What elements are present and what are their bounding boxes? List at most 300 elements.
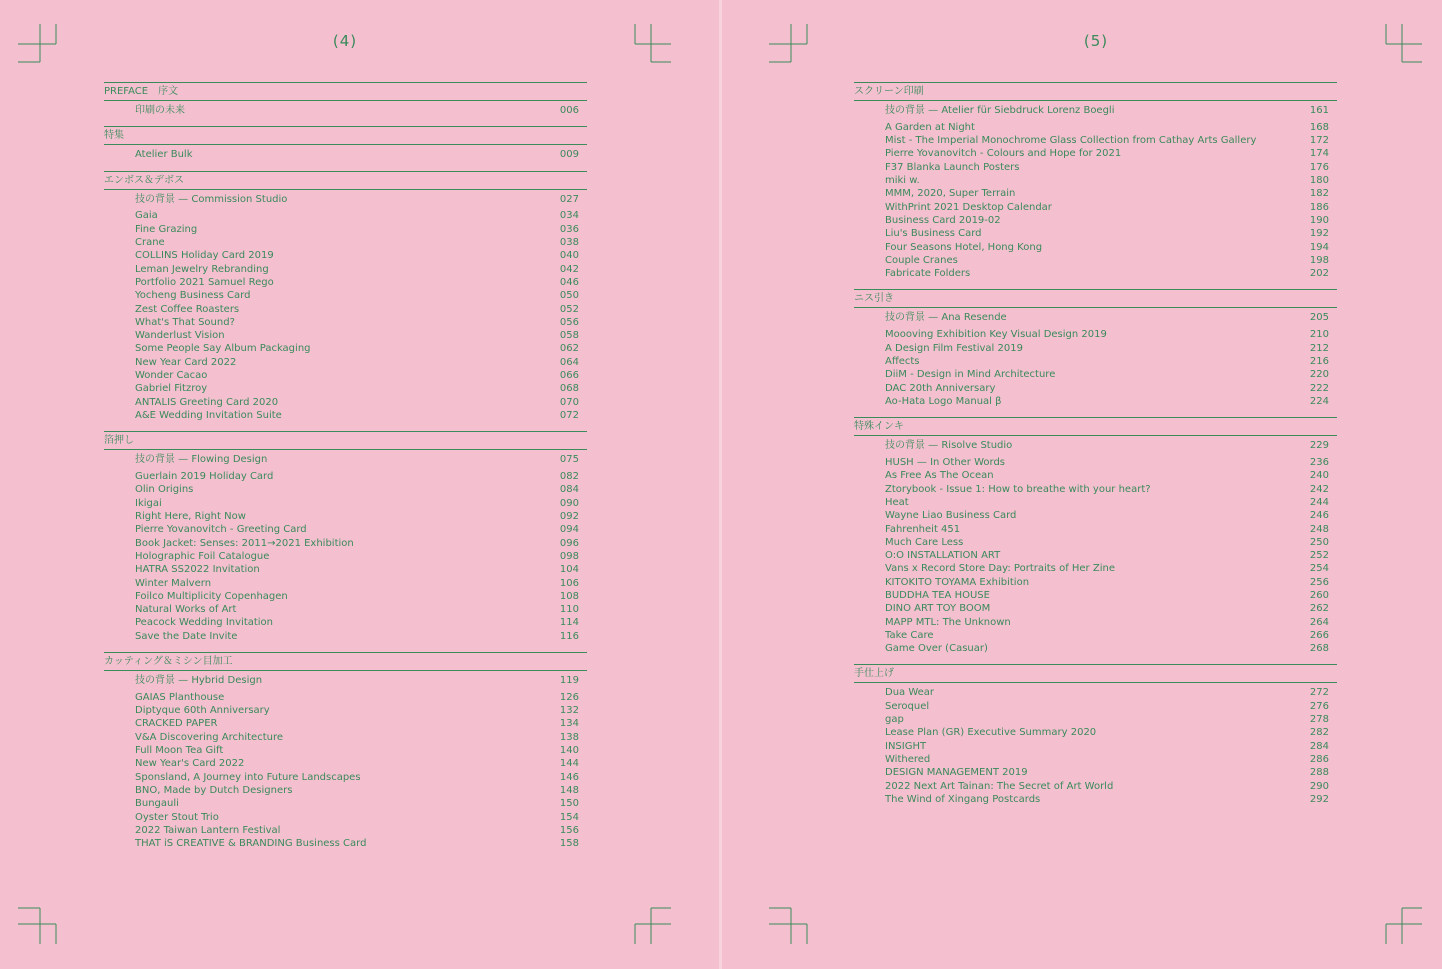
toc-section: [854, 417, 1337, 664]
page-number: (4): [332, 32, 358, 50]
entry-title: gap: [885, 714, 904, 726]
toc-entry[interactable]: [104, 396, 587, 409]
entry-title: Ztorybook - Issue 1: How to breathe with your heart?: [885, 483, 1151, 495]
entry-page-number: 240: [1309, 470, 1329, 482]
entry-page-number: 264: [1309, 616, 1329, 628]
entry-page-number: 094: [559, 524, 579, 536]
entry-page-number: 180: [1309, 175, 1329, 187]
entry-page-number: 212: [1309, 342, 1329, 354]
entry-title: Lease Plan (GR) Executive Summary 2020: [885, 727, 1097, 739]
entry-title: GAIAS Planthouse: [135, 691, 225, 703]
toc-entry[interactable]: [104, 329, 587, 342]
toc-entry[interactable]: [854, 740, 1337, 753]
entry-title: Natural Works of Art: [135, 604, 237, 616]
entry-page-number: 062: [559, 343, 579, 355]
crop-mark-icon: [1384, 24, 1440, 80]
entry-title: Business Card 2019-02: [885, 214, 1001, 226]
toc-entry[interactable]: [104, 316, 587, 329]
toc-entry[interactable]: [104, 797, 587, 810]
toc-entry[interactable]: [104, 630, 587, 643]
entry-title: Moooving Exhibition Key Visual Design 2019: [885, 329, 1107, 341]
entry-title: Sponsland, A Journey into Future Landscapes: [135, 771, 361, 783]
toc-entry[interactable]: [854, 629, 1337, 642]
toc-entry[interactable]: [854, 549, 1337, 562]
entry-page-number: 242: [1309, 483, 1329, 495]
toc-entry[interactable]: [854, 496, 1337, 509]
entry-title: Yocheng Business Card: [135, 290, 251, 302]
entry-page-number: 146: [559, 771, 579, 783]
section-entries: [104, 101, 587, 126]
entry-page-number: 036: [559, 223, 579, 235]
entry-title: Gabriel Fitzroy: [135, 383, 208, 395]
entry-page-number: 042: [559, 263, 579, 275]
entry-title: COLLINS Holiday Card 2019: [135, 250, 274, 262]
entry-page-number: 278: [1309, 714, 1329, 726]
toc-entry[interactable]: [854, 713, 1337, 726]
entry-title: Ikigai: [135, 497, 162, 509]
section-title: 手仕上げ: [854, 664, 1337, 683]
entry-title: miki w.: [885, 175, 920, 187]
entry-title: A Design Film Festival 2019: [885, 342, 1023, 354]
toc-entry[interactable]: [854, 187, 1337, 200]
toc-entry[interactable]: [104, 209, 587, 222]
entry-title: ANTALIS Greeting Card 2020: [135, 396, 279, 408]
toc-entry[interactable]: [104, 744, 587, 757]
entry-title: Wayne Liao Business Card: [885, 510, 1017, 522]
entry-page-number: 134: [559, 718, 579, 730]
entry-page-number: 194: [1309, 241, 1329, 253]
toc-entry[interactable]: [104, 824, 587, 837]
entry-page-number: 210: [1309, 329, 1329, 341]
entry-page-number: 006: [559, 105, 579, 116]
toc-entry[interactable]: [104, 249, 587, 262]
entry-page-number: 284: [1309, 740, 1329, 752]
entry-title: Much Care Less: [885, 536, 964, 548]
toc-section: [104, 652, 587, 859]
toc-entry[interactable]: [854, 523, 1337, 536]
toc-entry[interactable]: [854, 483, 1337, 496]
entry-page-number: 172: [1309, 135, 1329, 147]
entry-page-number: 229: [1309, 440, 1329, 452]
toc-entry[interactable]: [854, 254, 1337, 267]
entry-title: 技の背景 — Commission Studio: [135, 193, 288, 205]
toc-entry[interactable]: [104, 263, 587, 276]
entry-title: Zest Coffee Roasters: [135, 303, 240, 315]
toc-entry[interactable]: [104, 674, 587, 687]
entry-page-number: 126: [559, 691, 579, 703]
entry-page-number: 186: [1309, 201, 1329, 213]
entry-title: Wonder Cacao: [135, 370, 208, 382]
entry-page-number: 034: [559, 210, 579, 222]
entry-page-number: 114: [559, 617, 579, 629]
entry-title: The Wind of Xingang Postcards: [885, 793, 1041, 805]
entry-title: Take Care: [885, 629, 934, 641]
entry-page-number: 286: [1309, 753, 1329, 765]
entry-page-number: 068: [559, 383, 579, 395]
toc-entry[interactable]: [854, 121, 1337, 134]
entry-page-number: 198: [1309, 254, 1329, 266]
toc-entry[interactable]: [104, 342, 587, 355]
toc-section: [104, 82, 587, 126]
entry-page-number: 248: [1309, 523, 1329, 535]
toc-entry[interactable]: [854, 616, 1337, 629]
entry-title: INSIGHT: [885, 740, 927, 752]
entry-title: Gaia: [135, 210, 158, 222]
entry-page-number: 116: [559, 630, 579, 642]
entry-title: Couple Cranes: [885, 254, 958, 266]
entry-page-number: 220: [1309, 369, 1329, 381]
entry-page-number: 174: [1309, 148, 1329, 160]
toc-entry[interactable]: [854, 456, 1337, 469]
entry-page-number: 290: [1309, 780, 1329, 792]
entry-title: Four Seasons Hotel, Hong Kong: [885, 241, 1043, 253]
toc-entry[interactable]: [104, 563, 587, 576]
entry-page-number: 092: [559, 511, 579, 523]
entry-page-number: 050: [559, 290, 579, 302]
toc-entry[interactable]: [104, 193, 587, 206]
table-of-contents: [104, 82, 587, 859]
toc-entry[interactable]: [104, 603, 587, 616]
entry-title: Vans x Record Store Day: Portraits of Her Zine: [885, 563, 1115, 575]
toc-entry[interactable]: [104, 550, 587, 563]
entry-title: What's That Sound?: [135, 316, 235, 328]
entry-title: HUSH — In Other Words: [885, 457, 1006, 469]
crop-mark-icon: [769, 906, 825, 962]
entry-page-number: 250: [1309, 536, 1329, 548]
entry-title: Oyster Stout Trio: [135, 811, 219, 823]
section-title: PREFACE 序文: [104, 82, 587, 101]
entry-title: Wanderlust Vision: [135, 330, 225, 342]
toc-entry[interactable]: [104, 784, 587, 797]
entry-page-number: 138: [559, 731, 579, 743]
entry-title: CRACKED PAPER: [135, 718, 218, 730]
toc-entry[interactable]: [854, 536, 1337, 549]
toc-entry[interactable]: [854, 589, 1337, 602]
toc-entry[interactable]: [854, 328, 1337, 341]
entry-title: Save the Date Invite: [135, 630, 238, 642]
toc-entry[interactable]: [854, 311, 1337, 324]
entry-page-number: 110: [559, 604, 579, 616]
toc-entry[interactable]: [104, 289, 587, 302]
entry-title: Full Moon Tea Gift: [135, 745, 224, 757]
toc-section: [104, 126, 587, 170]
toc-entry[interactable]: [854, 439, 1337, 452]
entry-title: Foilco Multiplicity Copenhagen: [135, 590, 288, 602]
section-entries: [854, 308, 1337, 417]
entry-title: A&E Wedding Invitation Suite: [135, 409, 282, 421]
toc-entry[interactable]: [854, 562, 1337, 575]
entry-title: A Garden at Night: [885, 121, 975, 133]
entry-page-number: 098: [559, 550, 579, 562]
toc-entry[interactable]: [854, 147, 1337, 160]
entry-title: Withered: [885, 753, 931, 765]
toc-entry[interactable]: [854, 766, 1337, 779]
entry-page-number: 082: [559, 471, 579, 483]
toc-entry[interactable]: [104, 483, 587, 496]
crop-mark-icon: [633, 24, 689, 80]
entry-page-number: 244: [1309, 496, 1329, 508]
toc-entry[interactable]: [104, 148, 587, 161]
toc-entry[interactable]: [104, 590, 587, 603]
toc-entry[interactable]: [854, 134, 1337, 147]
entry-page-number: 154: [559, 811, 579, 823]
entry-title: DiiM - Design in Mind Architecture: [885, 369, 1056, 381]
entry-title: Bungauli: [135, 798, 179, 810]
toc-entry[interactable]: [104, 356, 587, 369]
entry-page-number: 009: [559, 149, 579, 161]
entry-page-number: 156: [559, 824, 579, 836]
toc-entry[interactable]: [854, 382, 1337, 395]
entry-page-number: 292: [1309, 793, 1329, 805]
entry-page-number: 058: [559, 330, 579, 342]
entry-page-number: 108: [559, 590, 579, 602]
entry-page-number: 224: [1309, 395, 1329, 407]
toc-entry[interactable]: [104, 691, 587, 704]
entry-title: Right Here, Right Now: [135, 511, 246, 523]
toc-entry[interactable]: [854, 395, 1337, 408]
entry-page-number: 268: [1309, 643, 1329, 655]
entry-page-number: 192: [1309, 228, 1329, 240]
toc-entry[interactable]: [104, 771, 587, 784]
toc-entry[interactable]: [854, 104, 1337, 117]
entry-title: Heat: [885, 496, 909, 508]
entry-title: Guerlain 2019 Holiday Card: [135, 471, 274, 483]
toc-entry[interactable]: [854, 780, 1337, 793]
toc-entry[interactable]: [854, 368, 1337, 381]
section-entries: [104, 145, 587, 170]
toc-entry[interactable]: [854, 576, 1337, 589]
entry-page-number: 254: [1309, 563, 1329, 575]
entry-title: DAC 20th Anniversary: [885, 382, 996, 394]
entry-title: 2022 Taiwan Lantern Festival: [135, 824, 281, 836]
entry-page-number: 119: [559, 674, 579, 686]
toc-entry[interactable]: [854, 267, 1337, 280]
toc-entry[interactable]: [104, 409, 587, 422]
entry-title: New Year Card 2022: [135, 356, 237, 368]
entry-page-number: 150: [559, 798, 579, 810]
entry-title: Affects: [885, 355, 920, 367]
crop-mark-icon: [1384, 906, 1440, 962]
entry-page-number: 266: [1309, 629, 1329, 641]
toc-entry[interactable]: [854, 201, 1337, 214]
entry-title: Peacock Wedding Invitation: [135, 617, 274, 629]
toc-entry[interactable]: [104, 276, 587, 289]
toc-entry[interactable]: [104, 731, 587, 744]
entry-title: Fabricate Folders: [885, 268, 971, 280]
page-number: (5): [1083, 32, 1109, 50]
entry-title: Liu's Business Card: [885, 228, 982, 240]
entry-page-number: 052: [559, 303, 579, 315]
toc-section: [854, 82, 1337, 289]
entry-title: Diptyque 60th Anniversary: [135, 705, 270, 717]
entry-title: DINO ART TOY BOOM: [885, 603, 991, 615]
entry-title: 技の背景 — Ana Resende: [885, 312, 1007, 324]
entry-title: HATRA SS2022 Invitation: [135, 564, 260, 576]
toc-entry[interactable]: [104, 497, 587, 510]
entry-page-number: 216: [1309, 355, 1329, 367]
toc-entry[interactable]: [104, 223, 587, 236]
entry-page-number: 106: [559, 577, 579, 589]
toc-entry[interactable]: [854, 642, 1337, 655]
toc-entry[interactable]: [854, 469, 1337, 482]
entry-page-number: 056: [559, 316, 579, 328]
toc-entry[interactable]: [854, 686, 1337, 699]
entry-title: Olin Origins: [135, 484, 194, 496]
section-entries: [104, 190, 587, 432]
entry-title: BUDDHA TEA HOUSE: [885, 589, 990, 601]
entry-title: Portfolio 2021 Samuel Rego: [135, 276, 274, 288]
entry-title: Fahrenheit 451: [885, 523, 961, 535]
entry-page-number: 288: [1309, 767, 1329, 779]
section-title: カッティング＆ミシン目加工: [104, 652, 587, 671]
toc-entry[interactable]: [104, 369, 587, 382]
toc-entry[interactable]: [104, 704, 587, 717]
entry-title: Book Jacket: Senses: 2011→2021 Exhibition: [135, 537, 354, 549]
entry-title: Pierre Yovanovitch - Colours and Hope for 2021: [885, 148, 1122, 160]
entry-title: O:O INSTALLATION ART: [885, 550, 1001, 562]
entry-page-number: 260: [1309, 589, 1329, 601]
toc-entry[interactable]: [104, 811, 587, 824]
toc-entry[interactable]: [854, 227, 1337, 240]
entry-title: V&A Discovering Architecture: [135, 731, 284, 743]
entry-page-number: 040: [559, 250, 579, 262]
entry-title: Fine Grazing: [135, 223, 198, 235]
crop-mark-icon: [18, 24, 74, 80]
toc-entry[interactable]: [104, 537, 587, 550]
toc-entry[interactable]: [104, 382, 587, 395]
section-entries: [854, 683, 1337, 815]
entry-title: Crane: [135, 237, 165, 249]
entry-page-number: 140: [559, 745, 579, 757]
entry-title: 印刷の未来: [135, 105, 185, 116]
toc-entry[interactable]: [104, 303, 587, 316]
entry-title: 技の背景 — Atelier für Siebdruck Lorenz Boegli: [885, 105, 1115, 116]
entry-title: 2022 Next Art Tainan: The Secret of Art World: [885, 780, 1114, 792]
entry-title: Atelier Bulk: [135, 149, 193, 161]
toc-entry[interactable]: [104, 717, 587, 730]
section-title: ニス引き: [854, 289, 1337, 308]
toc-section: [854, 664, 1337, 815]
entry-page-number: 176: [1309, 161, 1329, 173]
entry-page-number: 282: [1309, 727, 1329, 739]
toc-section: [104, 431, 587, 652]
entry-title: KITOKITO TOYAMA Exhibition: [885, 576, 1030, 588]
toc-entry[interactable]: [854, 509, 1337, 522]
entry-page-number: 256: [1309, 576, 1329, 588]
entry-title: 技の背景 — Risolve Studio: [885, 440, 1013, 452]
toc-entry[interactable]: [104, 616, 587, 629]
toc-entry[interactable]: [854, 753, 1337, 766]
entry-title: THAT iS CREATIVE & BRANDING Business Card: [135, 838, 367, 850]
entry-page-number: 276: [1309, 700, 1329, 712]
entry-title: 技の背景 — Hybrid Design: [135, 674, 263, 686]
section-title: スクリーン印刷: [854, 82, 1337, 101]
toc-entry[interactable]: [104, 236, 587, 249]
entry-page-number: 075: [559, 454, 579, 466]
entry-title: MAPP MTL: The Unknown: [885, 616, 1011, 628]
entry-title: New Year's Card 2022: [135, 758, 245, 770]
toc-section: [854, 289, 1337, 417]
entry-title: Ao-Hata Logo Manual β: [885, 395, 1002, 407]
entry-page-number: 272: [1309, 687, 1329, 699]
entry-page-number: 168: [1309, 121, 1329, 133]
toc-entry[interactable]: [104, 523, 587, 536]
entry-title: MMM, 2020, Super Terrain: [885, 188, 1016, 200]
entry-title: Seroquel: [885, 700, 930, 712]
section-title: 特殊インキ: [854, 417, 1337, 436]
entry-page-number: 182: [1309, 188, 1329, 200]
toc-entry[interactable]: [854, 602, 1337, 615]
entry-title: F37 Blanka Launch Posters: [885, 161, 1020, 173]
toc-entry[interactable]: [104, 757, 587, 770]
entry-page-number: 161: [1309, 105, 1329, 116]
entry-page-number: 262: [1309, 603, 1329, 615]
toc-entry[interactable]: [854, 793, 1337, 806]
toc-entry[interactable]: [854, 214, 1337, 227]
entry-title: Mist - The Imperial Monochrome Glass Collection from Cathay Arts Gallery: [885, 135, 1257, 147]
entry-page-number: 104: [559, 564, 579, 576]
entry-page-number: 202: [1309, 268, 1329, 280]
entry-title: Dua Wear: [885, 687, 935, 699]
toc-entry[interactable]: [854, 355, 1337, 368]
entry-page-number: 027: [559, 193, 579, 205]
entry-page-number: 064: [559, 356, 579, 368]
entry-page-number: 070: [559, 396, 579, 408]
entry-title: DESIGN MANAGEMENT 2019: [885, 767, 1028, 779]
entry-page-number: 158: [559, 838, 579, 850]
toc-entry[interactable]: [854, 161, 1337, 174]
section-entries: [854, 436, 1337, 664]
entry-page-number: 046: [559, 276, 579, 288]
toc-entry[interactable]: [104, 104, 587, 117]
toc-entry[interactable]: [854, 342, 1337, 355]
toc-entry[interactable]: [854, 726, 1337, 739]
toc-entry[interactable]: [104, 470, 587, 483]
entry-title: 技の背景 — Flowing Design: [135, 454, 268, 466]
toc-entry[interactable]: [854, 241, 1337, 254]
table-of-contents: [854, 82, 1337, 815]
entry-page-number: 132: [559, 705, 579, 717]
section-entries: [104, 671, 587, 859]
entry-page-number: 066: [559, 370, 579, 382]
entry-page-number: 148: [559, 784, 579, 796]
entry-page-number: 236: [1309, 457, 1329, 469]
entry-page-number: 222: [1309, 382, 1329, 394]
section-title: 特集: [104, 126, 587, 145]
entry-page-number: 090: [559, 497, 579, 509]
section-title: 箔押し: [104, 431, 587, 450]
entry-title: Some People Say Album Packaging: [135, 343, 311, 355]
crop-mark-icon: [18, 906, 74, 962]
section-title: エンボス＆デボス: [104, 171, 587, 190]
entry-title: Winter Malvern: [135, 577, 212, 589]
entry-page-number: 038: [559, 237, 579, 249]
entry-page-number: 144: [559, 758, 579, 770]
crop-mark-icon: [769, 24, 825, 80]
toc-entry[interactable]: [104, 510, 587, 523]
entry-title: As Free As The Ocean: [885, 470, 994, 482]
entry-page-number: 205: [1309, 312, 1329, 324]
toc-entry[interactable]: [854, 700, 1337, 713]
toc-entry[interactable]: [104, 837, 587, 850]
toc-entry[interactable]: [104, 577, 587, 590]
toc-entry[interactable]: [854, 174, 1337, 187]
entry-page-number: 246: [1309, 510, 1329, 522]
toc-entry[interactable]: [104, 453, 587, 466]
entry-title: WithPrint 2021 Desktop Calendar: [885, 201, 1052, 213]
entry-title: Pierre Yovanovitch - Greeting Card: [135, 524, 307, 536]
entry-title: Holographic Foil Catalogue: [135, 550, 270, 562]
